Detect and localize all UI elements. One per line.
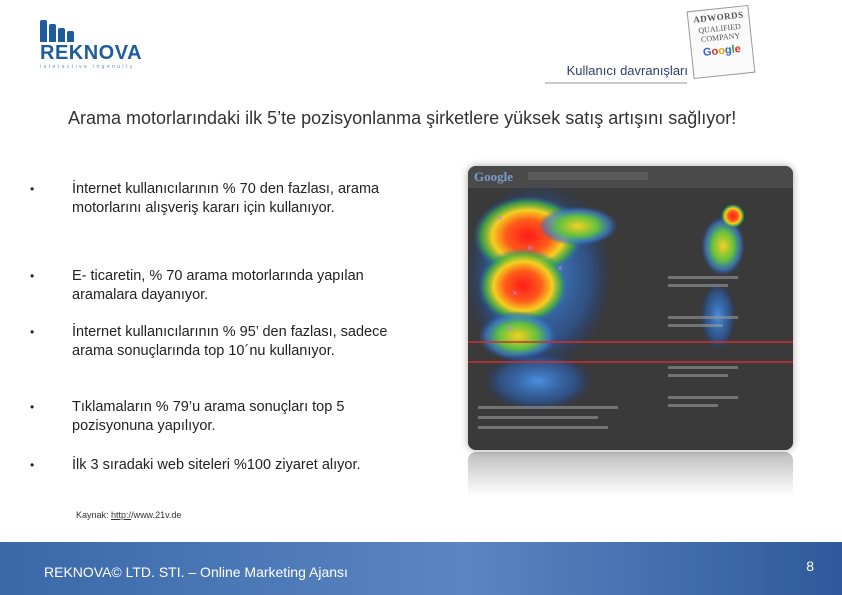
bullet-item bbox=[30, 180, 390, 218]
badge-line-2: QUALIFIED COMPANY bbox=[697, 21, 742, 45]
footer-company-text: REKNOVA© LTD. STI. – Online Marketing Ajansı bbox=[44, 564, 348, 580]
bullet-item bbox=[30, 323, 410, 361]
eye-tracking-heatmap-image bbox=[468, 166, 793, 450]
heatmap-graphic bbox=[468, 166, 793, 450]
bullet-text: İnternet kullanıcılarının % 95’ den fazlası, sadece arama sonuçlarında top 10´nu kullanıyor. bbox=[72, 324, 388, 359]
reknova-logo bbox=[40, 20, 150, 70]
logo-text: REKNOVA bbox=[40, 42, 143, 64]
bullet-marker: • bbox=[30, 182, 35, 196]
slide-footer bbox=[0, 542, 842, 595]
bullet-item bbox=[30, 456, 430, 475]
source-citation bbox=[76, 510, 181, 520]
bullet-item bbox=[30, 398, 410, 436]
bullet-marker: • bbox=[30, 458, 35, 472]
bullet-marker: • bbox=[30, 269, 35, 283]
bullet-text: İnternet kullanıcılarının % 70 den fazlası, arama motorlarını alışveriş kararı için kullanıyor. bbox=[72, 181, 380, 216]
bullet-text: E- ticaretin, % 70 arama motorlarında yapılan aramalara dayanıyor. bbox=[72, 268, 364, 303]
logo-tagline: interactive ingenuity bbox=[40, 64, 135, 70]
bullet-item bbox=[30, 267, 430, 305]
slide-headline: Arama motorlarındaki ilk 5’te pozisyonlanma şirketlere yüksek satış artışını sağlıyor! bbox=[68, 108, 737, 128]
bullet-text: Tıklamaların % 79’u arama sonuçları top 5 pozisyonuna yapılıyor. bbox=[72, 399, 345, 434]
source-label: Kaynak: bbox=[76, 510, 109, 520]
source-link-rest[interactable]: /www.21v.de bbox=[131, 510, 182, 520]
adwords-qualified-badge bbox=[687, 5, 756, 79]
source-link-prefix[interactable]: http:/ bbox=[111, 510, 132, 520]
heatmap-reflection bbox=[468, 452, 793, 496]
badge-line-1: ADWORDS bbox=[692, 9, 745, 25]
google-logo: Google bbox=[702, 43, 742, 59]
page-number: 8 bbox=[806, 558, 814, 574]
header-divider bbox=[545, 82, 687, 84]
bullet-text: İlk 3 sıradaki web siteleri %100 ziyaret alıyor. bbox=[72, 457, 361, 473]
logo-bars-icon bbox=[40, 20, 150, 42]
slide-section-title: Kullanıcı davranışları bbox=[566, 63, 688, 78]
bullet-marker: • bbox=[30, 325, 35, 339]
bullet-marker: • bbox=[30, 400, 35, 414]
svg-text:Google: Google bbox=[474, 169, 513, 184]
